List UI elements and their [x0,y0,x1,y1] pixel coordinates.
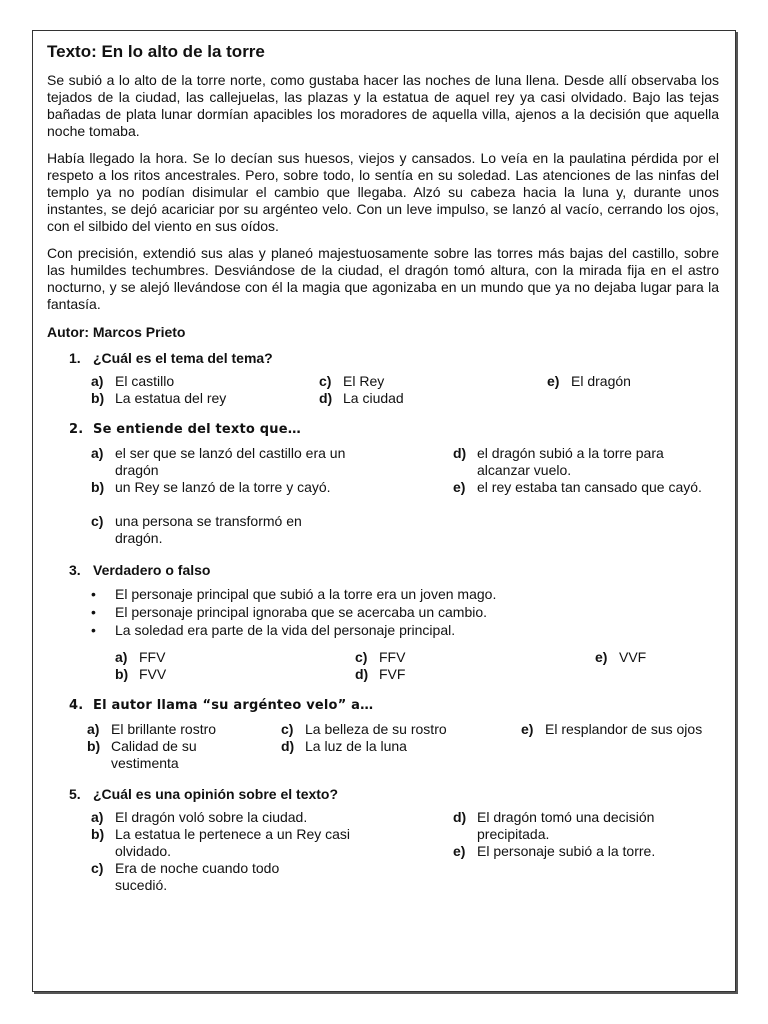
option-d[interactable] [453,809,703,843]
option-d[interactable] [453,445,713,479]
option-text: La ciudad [343,390,404,406]
option-text: FVV [139,666,167,682]
worksheet-content [47,41,719,907]
option-b[interactable] [91,826,361,860]
option-label: e) [547,373,560,389]
option-text: La luz de la luna [305,738,407,754]
option-label: e) [453,843,466,859]
question-2-title [69,421,719,439]
option-text: Calidad de su vestimenta [111,738,197,771]
option-label: b) [91,479,105,495]
option-text: El dragón [571,373,631,389]
option-b[interactable] [91,479,341,496]
option-label: c) [319,373,332,389]
question-4-options [47,721,719,773]
option-text: El dragón voló sobre la ciudad. [115,809,308,825]
option-a[interactable] [87,721,277,738]
option-text: un Rey se lanzó de la torre y cayó. [115,479,331,495]
question-text: ¿Cuál es una opinión sobre el texto? [93,786,339,802]
page-title: Texto: En lo alto de la torre [47,42,265,61]
question-4 [47,697,719,773]
option-text: VVF [619,649,647,665]
option-d[interactable] [355,666,475,683]
option-text: Era de noche cuando todo sucedió. [115,860,280,893]
option-d[interactable] [281,738,491,755]
option-c[interactable] [319,373,499,390]
option-c[interactable] [91,513,341,547]
option-label: a) [87,721,100,737]
option-b[interactable] [87,738,237,772]
option-label: a) [115,649,128,665]
question-number: 5. [69,786,81,802]
option-a[interactable] [91,809,361,826]
question-2 [47,421,719,549]
option-text: La belleza de su rostro [305,721,447,737]
option-label: c) [91,513,104,529]
option-label: b) [87,738,101,754]
statement-item: • La soledad era parte de la vida del personaje principal. [47,621,719,639]
option-label: a) [91,445,104,461]
option-label: b) [91,826,105,842]
question-text: ¿Cuál es el tema del tema? [93,350,273,366]
paragraph-2: Había llegado la hora. Se lo decían sus huesos, viejos y cansados. Lo veía en la paulatina pérdida por el respeto a los ritos ancestrales. Pero, sobre todo, lo sentía en su soledad. Las atenciones de las ninfas del templo ya no podían disimular el cambio que llegaba. Alzó su cabeza hacia la luna y, durante unos instantes, se dejó acariciar por su argénteo velo. Con un leve impulso, se lanzó al vacío, cerrando los ojos, con el silbido del viento en sus oídos. [47,150,719,234]
option-label: b) [115,666,129,682]
question-number: 4. [69,698,84,713]
question-text: El autor llama “su argénteo velo” a… [93,698,374,713]
option-a[interactable] [91,445,361,479]
option-label: c) [355,649,368,665]
paragraph-3: Con precisión, extendió sus alas y planeó majestuosamente sobre las torres más bajas del castillo, sobre las humildes techumbres. Desviándose de la ciudad, el dragón tomó altura, con la mirada fija en el astro nocturno, y se alejó llevándose con él la magia que agonizaba en un mundo que ya no dejaba lugar para la fantasía. [47,245,719,312]
option-label: e) [453,479,466,495]
option-b[interactable] [115,666,235,683]
option-d[interactable] [319,390,499,407]
question-4-title [69,697,719,715]
option-text: El resplandor de sus ojos [545,721,703,737]
option-e[interactable] [595,649,715,666]
option-text: La estatua le pertenece a un Rey casi olvidado. [115,826,351,859]
question-text: Se entiende del texto que… [93,422,301,437]
question-3-title [69,561,719,579]
option-label: b) [91,390,105,406]
option-text: El dragón tomó una decisión precipitada. [477,809,655,842]
question-text: Verdadero o falso [93,562,211,578]
question-5 [47,785,719,895]
option-label: d) [319,390,333,406]
option-c[interactable] [281,721,491,738]
question-number: 2. [69,422,84,437]
option-text: El Rey [343,373,385,389]
option-label: a) [91,373,104,389]
option-text: una persona se transformó en dragón. [115,513,302,546]
option-label: d) [281,738,295,754]
option-label: e) [595,649,608,665]
option-label: d) [355,666,369,682]
question-2-options [47,445,719,549]
option-label: c) [281,721,294,737]
option-b[interactable] [91,390,291,407]
option-a[interactable] [91,373,291,390]
author-line: Autor: Marcos Prieto [47,324,186,340]
question-number: 3. [69,562,81,578]
option-text: el dragón subió a la torre para alcanzar vuelo. [477,445,664,478]
question-1 [47,349,719,409]
option-c[interactable] [355,649,475,666]
option-text: el ser que se lanzó del castillo era un dragón [115,445,346,478]
statement-list [47,585,719,639]
option-label: a) [91,809,104,825]
option-text: El brillante rostro [111,721,217,737]
worksheet-frame [32,30,736,992]
question-number: 1. [69,350,81,366]
option-text: El personaje subió a la torre. [477,843,656,859]
option-text: El castillo [115,373,175,389]
question-1-options [47,373,719,409]
option-label: d) [453,445,467,461]
option-e[interactable] [547,373,717,390]
option-a[interactable] [115,649,235,666]
option-text: FVF [379,666,406,682]
option-text: FFV [379,649,406,665]
question-1-title [69,349,719,367]
option-e[interactable] [521,721,711,738]
option-c[interactable] [91,860,331,894]
option-e[interactable] [453,479,713,496]
option-e[interactable] [453,843,713,860]
question-3-options [47,649,719,685]
option-label: c) [91,860,104,876]
question-5-options [47,809,719,895]
paragraph-1: Se subió a lo alto de la torre norte, como gustaba hacer las noches de luna llena. Desde allí observaba los tejados de la ciudad, las callejuelas, las plazas y la estatua de aquel rey ya casi olvidado. Bajo las tejas bañadas de plata lunar dormían apacibles los moradores de aquella villa, ajenos a la decisión que aquella noche tomaba. [47,72,719,139]
option-label: d) [453,809,467,825]
statement-item: • El personaje principal que subió a la torre era un joven mago. [47,585,719,603]
question-5-title [69,785,719,803]
option-label: e) [521,721,534,737]
statement-item: • El personaje principal ignoraba que se acercaba un cambio. [47,603,719,621]
option-text: La estatua del rey [115,390,227,406]
option-text: FFV [139,649,166,665]
question-3 [47,561,719,685]
option-text: el rey estaba tan cansado que cayó. [477,479,702,495]
